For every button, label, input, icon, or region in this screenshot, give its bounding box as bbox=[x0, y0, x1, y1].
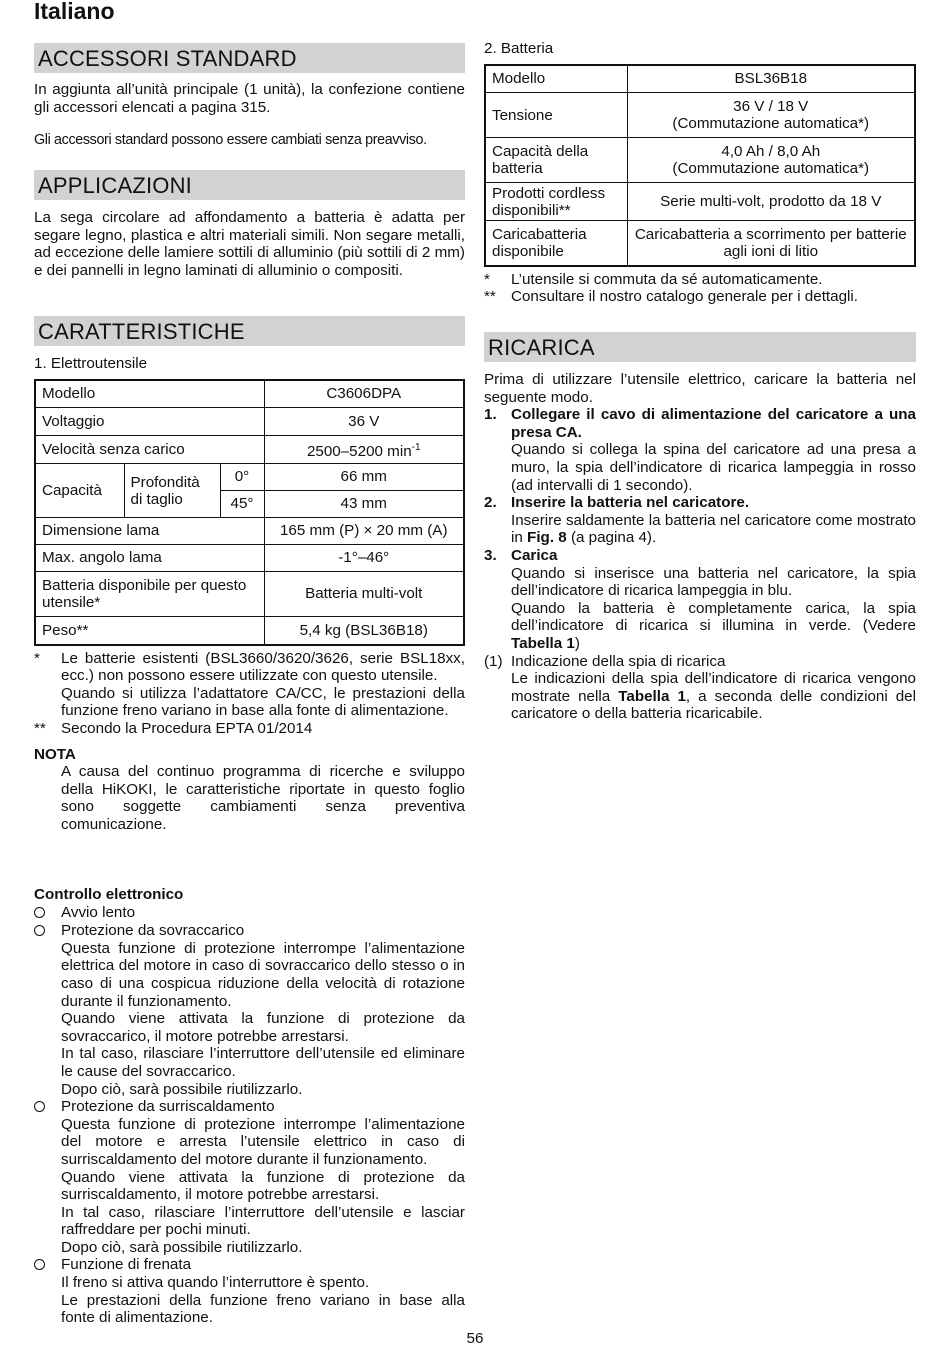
battery-spec-value: BSL36B18 bbox=[627, 65, 915, 93]
batteria-section bbox=[484, 40, 916, 306]
spec-value: Batteria multi-volt bbox=[264, 572, 464, 617]
step-text-part: Inserire saldamente la batteria nel caricatore come mostrato in bbox=[511, 511, 916, 547]
table-row bbox=[35, 380, 464, 408]
footnote bbox=[34, 720, 465, 738]
table-row bbox=[485, 138, 915, 183]
footnote-text: Le batterie esistenti (BSL3660/3620/3626, serie BSL18xx, ecc.) non possono essere utilizzate con questo utensile. bbox=[61, 649, 465, 685]
controllo-item-text: Questa funzione di protezione interrompe l’alimentazione del motore e arresta l’utensile elettrico in caso di surriscaldamento del motore durante il funzionamento. bbox=[61, 1115, 465, 1168]
footnote bbox=[484, 271, 916, 289]
spec-label: Profondità di taglio bbox=[124, 464, 220, 518]
table-row bbox=[485, 93, 915, 138]
controllo-item-text: In tal caso, rilasciare l’interruttore dell’utensile ed eliminare le cause del sovraccarico. bbox=[61, 1045, 465, 1080]
angle-label: 0° bbox=[220, 464, 264, 491]
table-reference: Tabella 1 bbox=[618, 687, 686, 705]
footnote-marker: ** bbox=[484, 288, 496, 306]
ricarica-section bbox=[484, 332, 916, 723]
table-reference: Tabella 1 bbox=[511, 634, 575, 652]
table-row bbox=[35, 518, 464, 545]
ricarica-heading: RICARICA bbox=[484, 332, 916, 362]
step-text: Quando si inserisce una batteria nel caricatore, la spia dell’indicatore di ricarica lampeggia in blu. bbox=[511, 564, 916, 600]
step-text: Quando si collega la spina del caricatore ad una presa a muro, la spia dell’indicatore di ricarica lampeggia in rosso (ad intervalli di 1 secondo). bbox=[511, 441, 916, 494]
accessori-note: Gli accessori standard possono essere cambiati senza preavviso. bbox=[34, 132, 427, 149]
spec-value: 165 mm (P) × 20 mm (A) bbox=[264, 518, 464, 545]
spec-label: Modello bbox=[35, 380, 264, 408]
controllo-item-label: Protezione da sovraccarico bbox=[61, 922, 245, 940]
table-row bbox=[35, 408, 464, 436]
step-title: Collegare il cavo di alimentazione del caricatore a una presa CA. bbox=[511, 406, 916, 441]
circle-bullet-icon bbox=[34, 922, 61, 1098]
controllo-item-label: Funzione di frenata bbox=[61, 1256, 192, 1274]
controllo-item-text: Le prestazioni della funzione freno variano in base alla fonte di alimentazione. bbox=[61, 1291, 465, 1327]
footnote-marker: * bbox=[34, 649, 40, 667]
spec-label: Capacità bbox=[35, 464, 124, 518]
spec-label: Max. angolo lama bbox=[35, 545, 264, 572]
speed-value: 2500–5200 min bbox=[306, 442, 412, 460]
step-text bbox=[511, 512, 916, 547]
battery-spec-value: Serie multi-volt, prodotto da 18 V bbox=[627, 183, 915, 221]
page-number: 56 bbox=[466, 1330, 484, 1347]
controllo-list bbox=[34, 904, 465, 1327]
battery-spec-table bbox=[484, 64, 916, 267]
angle-label: 45° bbox=[220, 491, 264, 518]
footnote bbox=[34, 650, 465, 720]
spec-value: 66 mm bbox=[264, 464, 464, 491]
table-row bbox=[35, 545, 464, 572]
battery-spec-label: Capacità della batteria bbox=[485, 138, 627, 183]
spec-label: Velocità senza carico bbox=[35, 436, 264, 464]
battery-spec-label: Prodotti cordless disponibili** bbox=[485, 183, 627, 221]
controllo-item-text: In tal caso, rilasciare l’interruttore dell’utensile e lasciar raffreddare per pochi minuti. bbox=[61, 1203, 465, 1239]
table-row bbox=[35, 572, 464, 617]
table-row bbox=[485, 221, 915, 266]
controllo-item-text: Dopo ciò, sarà possibile riutilizzarlo. bbox=[61, 1238, 303, 1256]
tool-spec-table bbox=[34, 379, 465, 646]
circle-bullet-icon bbox=[34, 1101, 45, 1112]
footnote-marker: * bbox=[484, 270, 490, 288]
spec-value: 36 V bbox=[264, 408, 464, 436]
controllo-item bbox=[34, 922, 465, 1098]
controllo-item-text: Quando viene attivata la funzione di protezione da surriscaldamento, il motore potrebbe arrestarsi. bbox=[61, 1168, 465, 1204]
caratteristiche-section bbox=[34, 316, 465, 834]
applicazioni-paragraph: La sega circolare ad affondamento a batteria è adatta per segare legno, plastica e altri materiali simili. Non segare metalli, ad eccezione delle lamiere sottili di alluminio (più sottili di 2 mm) e dei pannelli in legno laminati di alluminio o compositi. bbox=[34, 209, 465, 279]
spec-label: Peso** bbox=[35, 617, 264, 645]
step-text bbox=[511, 600, 916, 653]
applicazioni-heading: APPLICAZIONI bbox=[34, 170, 465, 200]
circle-bullet-icon bbox=[34, 1259, 45, 1270]
step-number: 1. bbox=[484, 406, 497, 424]
battery-spec-label: Tensione bbox=[485, 93, 627, 138]
footnote-text: Quando si utilizza l’adattatore CA/CC, le prestazioni della funzione freno variano in base alla fonte di alimentazione. bbox=[61, 684, 465, 720]
table-row bbox=[35, 436, 464, 464]
spec-value bbox=[264, 436, 464, 464]
circle-bullet-icon bbox=[34, 1256, 61, 1326]
step-3 bbox=[484, 547, 916, 653]
controllo-item-text: Questa funzione di protezione interrompe l’alimentazione elettrica del motore in caso di sovraccarico dello stesso o in caso di una cospicua riduzione della velocità di rotazione durante il funzionamento. bbox=[61, 939, 465, 1010]
battery-spec-value: 36 V / 18 V (Commutazione automatica*) bbox=[627, 93, 915, 138]
circle-bullet-icon bbox=[34, 1098, 61, 1256]
footnote-text: Secondo la Procedura EPTA 01/2014 bbox=[61, 719, 313, 737]
nota-text: A causa del continuo programma di ricerche e sviluppo della HiKOKI, le caratteristiche riportate in questo foglio sono soggette cambiamenti senza preventiva comunicazione. bbox=[61, 763, 465, 833]
figure-reference: Fig. 8 bbox=[527, 529, 567, 547]
controllo-section bbox=[34, 886, 465, 1327]
controllo-item-text: Dopo ciò, sarà possibile riutilizzarlo. bbox=[61, 1080, 303, 1098]
footnote-marker: ** bbox=[34, 719, 46, 737]
accessori-heading: ACCESSORI STANDARD bbox=[34, 43, 465, 73]
item-1 bbox=[484, 653, 916, 723]
table-row bbox=[35, 617, 464, 645]
footnote-text: Consultare il nostro catalogo generale per i dettagli. bbox=[511, 288, 858, 306]
spec-label: Voltaggio bbox=[35, 408, 264, 436]
spec-label: Dimensione lama bbox=[35, 518, 264, 545]
controllo-item bbox=[34, 1256, 465, 1326]
step-text-part: ) bbox=[574, 634, 580, 652]
step-2 bbox=[484, 494, 916, 547]
step-1 bbox=[484, 406, 916, 494]
controllo-item-label: Avvio lento bbox=[61, 903, 136, 921]
table-row bbox=[35, 464, 464, 491]
item-number: (1) bbox=[484, 652, 503, 670]
item-text bbox=[511, 670, 916, 723]
spec-label: Batteria disponibile per questo utensile* bbox=[35, 572, 264, 617]
spec-value: C3606DPA bbox=[264, 380, 464, 408]
ricarica-intro: Prima di utilizzare l’utensile elettrico, caricare la batteria nel seguente modo. bbox=[484, 371, 916, 406]
table-row bbox=[485, 183, 915, 221]
step-number: 3. bbox=[484, 546, 497, 564]
battery-spec-value: 4,0 Ah / 8,0 Ah (Commutazione automatica*) bbox=[627, 138, 915, 183]
item-text-part: Le indicazioni della spia dell’indicatore di ricarica vengono mostrate nella bbox=[511, 670, 916, 705]
controllo-item-text: Quando viene attivata la funzione di protezione da sovraccarico, il motore potrebbe arrestarsi. bbox=[61, 1010, 465, 1045]
item-title: Indicazione della spia di ricarica bbox=[511, 652, 726, 670]
applicazioni-section bbox=[34, 170, 465, 279]
accessori-section bbox=[34, 43, 465, 150]
speed-exponent: -1 bbox=[411, 441, 421, 453]
spec-value: 5,4 kg (BSL36B18) bbox=[264, 617, 464, 645]
step-number: 2. bbox=[484, 494, 497, 512]
step-title: Carica bbox=[511, 546, 558, 564]
controllo-item bbox=[34, 904, 465, 923]
step-title: Inserire la batteria nel caricatore. bbox=[511, 494, 750, 512]
footnote-text: L’utensile si commuta da sé automaticamente. bbox=[511, 270, 823, 288]
table-row bbox=[485, 65, 915, 93]
accessori-paragraph: In aggiunta all’unità principale (1 unità), la confezione contiene gli accessori elencati a pagina 315. bbox=[34, 81, 465, 116]
controllo-item bbox=[34, 1098, 465, 1256]
circle-bullet-icon bbox=[34, 904, 61, 923]
caratteristiche-heading: CARATTERISTICHE bbox=[34, 316, 465, 346]
item-text-part: , a seconda delle condizioni del caricatore o della batteria ricaricabile. bbox=[511, 687, 917, 723]
elettroutensile-subheading: 1. Elettroutensile bbox=[34, 355, 148, 372]
spec-value: -1°–46° bbox=[264, 545, 464, 572]
circle-bullet-icon bbox=[34, 925, 45, 936]
controllo-item-text: Il freno si attiva quando l’interruttore è spento. bbox=[61, 1274, 370, 1292]
battery-spec-label: Caricabatteria disponibile bbox=[485, 221, 627, 266]
step-text-part: Quando la batteria è completamente carica, la spia dell’indicatore di ricarica si illumina in verde. (Vedere bbox=[511, 599, 916, 635]
nota-heading: NOTA bbox=[34, 745, 76, 763]
batteria-subheading: 2. Batteria bbox=[484, 40, 554, 57]
battery-spec-label: Modello bbox=[485, 65, 627, 93]
controllo-heading: Controllo elettronico bbox=[34, 886, 184, 903]
footnote bbox=[484, 288, 916, 306]
circle-bullet-icon bbox=[34, 907, 45, 918]
spec-value: 43 mm bbox=[264, 491, 464, 518]
language-heading: Italiano bbox=[34, 0, 115, 24]
battery-spec-value: Caricabatteria a scorrimento per batterie agli ioni di litio bbox=[627, 221, 915, 266]
step-text-part: (a pagina 4). bbox=[566, 529, 657, 547]
controllo-item-label: Protezione da surriscaldamento bbox=[61, 1098, 275, 1116]
